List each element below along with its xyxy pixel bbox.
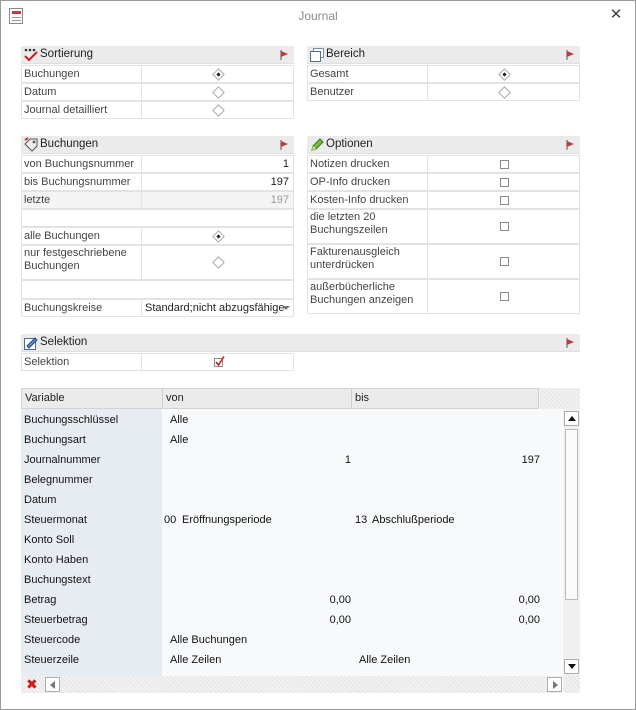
- table-row[interactable]: [21, 469, 562, 489]
- variable-cell: Belegnummer: [24, 474, 93, 486]
- alle-buchungen-label: alle Buchungen: [21, 227, 141, 245]
- scroll-down-button[interactable]: [564, 659, 579, 674]
- table-row[interactable]: [21, 549, 562, 569]
- variable-cell: Buchungsart: [24, 434, 86, 446]
- edit-select-icon: [24, 336, 38, 350]
- pin-icon[interactable]: [279, 49, 289, 61]
- close-icon[interactable]: ✕: [609, 6, 623, 23]
- letzte-buchungsnummer-row: [21, 191, 294, 209]
- von-cell[interactable]: 0,00: [329, 614, 351, 626]
- von-buchungsnummer-row: [21, 155, 294, 173]
- table-row[interactable]: [21, 649, 562, 669]
- selektion-label: Selektion: [21, 353, 141, 371]
- arrow-right-icon: [553, 681, 558, 689]
- von-cell[interactable]: 1: [344, 454, 351, 466]
- spacer-row: [21, 280, 294, 299]
- von-cell[interactable]: 0,00: [329, 594, 351, 606]
- table-row[interactable]: [21, 569, 562, 589]
- bereich-label-gesamt: Gesamt: [307, 65, 427, 83]
- letzte-buchungsnummer-value: 197: [141, 191, 294, 209]
- kosten-info-drucken-label: Kosten-Info drucken: [307, 191, 427, 209]
- von-number-cell[interactable]: 00: [164, 514, 177, 526]
- ausserbuecherliche-checkbox[interactable]: [500, 292, 509, 301]
- selektion-row: [21, 353, 294, 371]
- letzten-20-row: [307, 209, 580, 244]
- bis-cell[interactable]: 0,00: [518, 594, 540, 606]
- variable-cell: Steuerzeile: [24, 654, 80, 666]
- selection-grid-header: [21, 388, 539, 409]
- scroll-right-button[interactable]: [547, 677, 562, 692]
- notizen-drucken-label: Notizen drucken: [307, 155, 427, 173]
- buchungskreise-row: [21, 299, 294, 317]
- radio-selected-icon[interactable]: [212, 68, 225, 81]
- alle-buchungen-row: [21, 227, 294, 245]
- letzte-buchungsnummer-label: letzte: [21, 191, 141, 209]
- radio-icon[interactable]: [212, 104, 225, 117]
- sort-option-buchungen[interactable]: [141, 65, 294, 83]
- variable-cell: Steuerbetrag: [24, 614, 88, 626]
- sortierung-header: [21, 46, 294, 64]
- sort-label-buchungen: Buchungen: [21, 65, 141, 83]
- bis-buchungsnummer-field[interactable]: 197: [141, 173, 294, 191]
- sortierung-panel: [21, 46, 294, 118]
- delete-icon[interactable]: ✖: [26, 676, 38, 692]
- letzten-20-checkbox[interactable]: [500, 222, 509, 231]
- fakturenausgleich-checkbox[interactable]: [500, 257, 509, 266]
- variable-cell: Konto Haben: [24, 554, 89, 566]
- notizen-drucken-row: [307, 155, 580, 173]
- radio-icon[interactable]: [498, 86, 511, 99]
- op-info-drucken-row: [307, 173, 580, 191]
- pin-icon[interactable]: [565, 337, 575, 349]
- tag-icon: [24, 138, 38, 152]
- bis-cell[interactable]: Alle Zeilen: [359, 654, 411, 666]
- bis-cell[interactable]: 197: [521, 454, 540, 466]
- letzten-20-label: die letzten 20 Buchungszeilen: [307, 209, 427, 244]
- scroll-left-button[interactable]: [45, 677, 60, 692]
- table-row[interactable]: [21, 409, 562, 429]
- alle-buchungen-option[interactable]: [141, 227, 294, 245]
- table-row[interactable]: [21, 509, 562, 529]
- ausserbuecherliche-row: [307, 279, 580, 314]
- scroll-up-button[interactable]: [564, 411, 579, 426]
- variable-cell: Betrag: [24, 594, 57, 606]
- von-cell[interactable]: Alle Zeilen: [170, 654, 222, 666]
- op-info-drucken-label: OP-Info drucken: [307, 173, 427, 191]
- bereich-label-benutzer: Benutzer: [307, 83, 427, 101]
- notizen-drucken-checkbox[interactable]: [500, 160, 509, 169]
- table-row[interactable]: [21, 629, 562, 649]
- buchungen-title: Buchungen: [40, 138, 99, 150]
- window-title: Journal: [298, 9, 338, 23]
- sort-label-datum: Datum: [21, 83, 141, 101]
- buchungskreise-label: Buchungskreise: [21, 299, 141, 317]
- bis-cell[interactable]: Abschlußperiode: [372, 514, 455, 526]
- chevron-down-icon[interactable]: [282, 306, 290, 310]
- selektion-checkbox-checked[interactable]: [214, 356, 225, 368]
- bis-buchungsnummer-row: [21, 173, 294, 191]
- sortierung-title: Sortierung: [40, 48, 94, 60]
- nur-festgeschriebene-row: [21, 245, 294, 280]
- op-info-drucken-checkbox[interactable]: [500, 178, 509, 187]
- variable-cell: Datum: [24, 494, 57, 506]
- table-row[interactable]: [21, 589, 562, 609]
- sort-option-journal-detailliert[interactable]: [141, 101, 294, 119]
- von-buchungsnummer-label: von Buchungsnummer: [21, 155, 141, 173]
- table-row[interactable]: [21, 489, 562, 509]
- radio-icon[interactable]: [212, 86, 225, 99]
- fakturenausgleich-row: [307, 244, 580, 279]
- fakturenausgleich-label: Fakturenausgleich unterdrücken: [307, 244, 427, 279]
- selection-grid: [21, 409, 562, 676]
- sort-check-icon: [24, 48, 38, 62]
- pin-icon[interactable]: [565, 139, 575, 151]
- sort-row-journal: [21, 101, 294, 119]
- horizontal-scrollbar[interactable]: [21, 676, 562, 693]
- von-cell[interactable]: Alle Buchungen: [170, 634, 248, 646]
- nur-festgeschriebene-option[interactable]: [141, 245, 294, 280]
- spacer-row: [21, 209, 294, 227]
- sort-option-datum[interactable]: [141, 83, 294, 101]
- von-cell[interactable]: Alle: [170, 414, 189, 426]
- table-row[interactable]: [21, 609, 562, 629]
- pencil-icon: [310, 138, 324, 152]
- bis-number-cell[interactable]: 13: [355, 514, 368, 526]
- variable-cell: Buchungstext: [24, 574, 91, 586]
- variable-cell: Konto Soll: [24, 534, 75, 546]
- arrow-down-icon: [568, 664, 576, 669]
- radio-icon[interactable]: [212, 256, 225, 269]
- sort-row-datum: [21, 83, 294, 101]
- buchungen-header: [21, 136, 294, 154]
- kosten-info-drucken-row: [307, 191, 580, 209]
- variable-cell: Steuermonat: [24, 514, 87, 526]
- buchungskreise-value: Standard;nicht abzugsfähige: [145, 302, 285, 314]
- radio-selected-icon[interactable]: [498, 68, 511, 81]
- von-cell[interactable]: Eröffnungsperiode: [182, 514, 272, 526]
- sort-label-journal-detailliert: Journal detailliert: [21, 101, 141, 119]
- selektion-header: [21, 334, 580, 352]
- ausserbuecherliche-label: außerbücherliche Buchungen anzeigen: [307, 279, 427, 314]
- bis-cell[interactable]: 0,00: [518, 614, 540, 626]
- selektion-panel: [21, 334, 580, 374]
- bereich-option-gesamt[interactable]: [427, 65, 580, 83]
- column-header-von[interactable]: von: [166, 392, 184, 404]
- bis-buchungsnummer-label: bis Buchungsnummer: [21, 173, 141, 191]
- variable-cell: Steuercode: [24, 634, 81, 646]
- vertical-scrollbar[interactable]: [563, 409, 580, 676]
- variable-cell: Journalnummer: [24, 454, 101, 466]
- arrow-up-icon: [568, 416, 576, 421]
- selektion-title: Selektion: [40, 336, 88, 348]
- table-row[interactable]: [21, 529, 562, 549]
- bereich-row-gesamt: [307, 65, 580, 83]
- title-bar: [1, 1, 635, 31]
- range-pages-icon: [310, 48, 324, 62]
- von-buchungsnummer-field[interactable]: 1: [141, 155, 294, 173]
- scroll-thumb[interactable]: [565, 429, 578, 600]
- von-cell[interactable]: Alle: [170, 434, 189, 446]
- bereich-header: [307, 46, 580, 64]
- buchungen-panel: [21, 136, 294, 318]
- table-row[interactable]: [21, 449, 562, 469]
- nur-festgeschriebene-label: nur festgeschriebene Buchungen: [21, 245, 141, 280]
- sort-row-buchungen: [21, 65, 294, 83]
- optionen-panel: [307, 136, 580, 316]
- pin-icon[interactable]: [565, 49, 575, 61]
- bereich-title: Bereich: [326, 48, 365, 60]
- optionen-header: [307, 136, 580, 154]
- table-row[interactable]: [21, 429, 562, 449]
- radio-selected-icon[interactable]: [212, 230, 225, 243]
- column-header-variable[interactable]: Variable: [25, 392, 65, 404]
- optionen-title: Optionen: [326, 138, 373, 150]
- buchungskreise-dropdown[interactable]: [141, 299, 294, 317]
- arrow-left-icon: [50, 681, 55, 689]
- column-header-bis[interactable]: bis: [355, 392, 370, 404]
- bereich-option-benutzer[interactable]: [427, 83, 580, 101]
- bereich-row-benutzer: [307, 83, 580, 101]
- variable-cell: Buchungsschlüssel: [24, 414, 119, 426]
- kosten-info-drucken-checkbox[interactable]: [500, 196, 509, 205]
- bereich-panel: [307, 46, 580, 101]
- pin-icon[interactable]: [279, 139, 289, 151]
